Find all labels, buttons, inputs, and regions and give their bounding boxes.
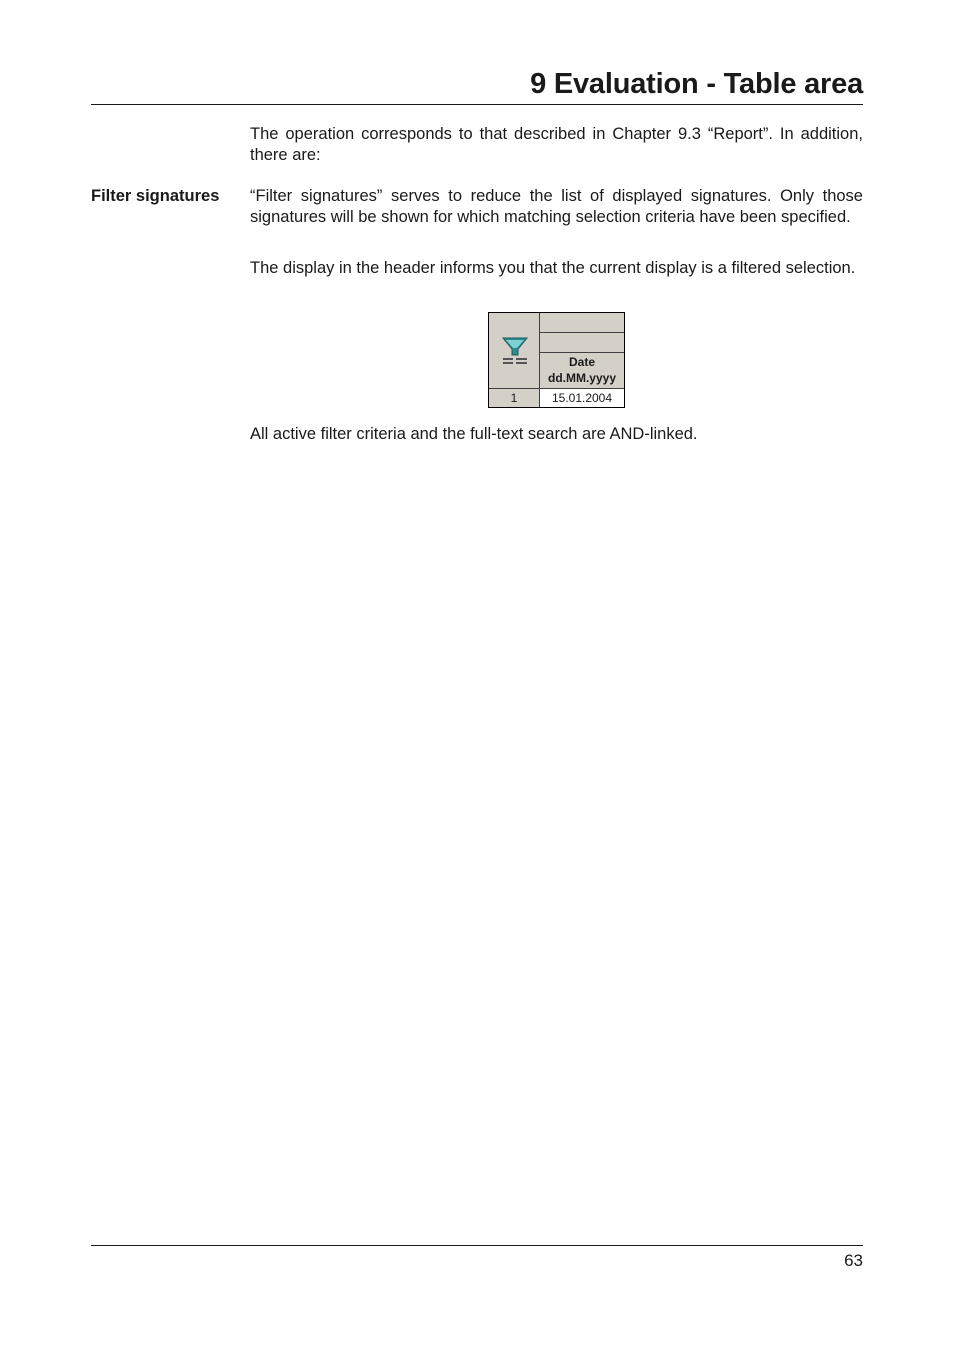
filter-paragraph-1: “Filter signatures” serves to reduce the list of displayed signatures. Only those signatures will be shown for which matching selection criteria have been specified. [250,187,863,226]
header-row-2 [540,333,624,353]
filter-indicator-cell [489,313,540,389]
intro-paragraph: The operation corresponds to that described in Chapter 9.3 “Report”. In addition, there are: [250,125,863,164]
row-number: 1 [489,389,540,407]
filter-paragraph-2: The display in the header informs you that the current display is a filtered selection. [250,259,856,277]
table-row [489,389,624,407]
header-rule [91,104,863,105]
row-date-value: 15.01.2004 [551,391,613,405]
closing-paragraph: All active filter criteria and the full-text search are AND-linked. [250,425,698,443]
section-label-filter-signatures: Filter signatures [91,187,220,205]
filter-funnel-icon [502,337,528,367]
filtered-header-figure [488,312,625,408]
footer-rule [91,1245,863,1246]
date-column-header [540,353,624,389]
date-header-label: Date [568,355,595,369]
date-header-format: dd.MM.yyyy [547,371,616,385]
chapter-title: 9 Evaluation - Table area [530,68,863,100]
header-row-1 [540,313,624,333]
page-number: 63 [844,1251,863,1270]
